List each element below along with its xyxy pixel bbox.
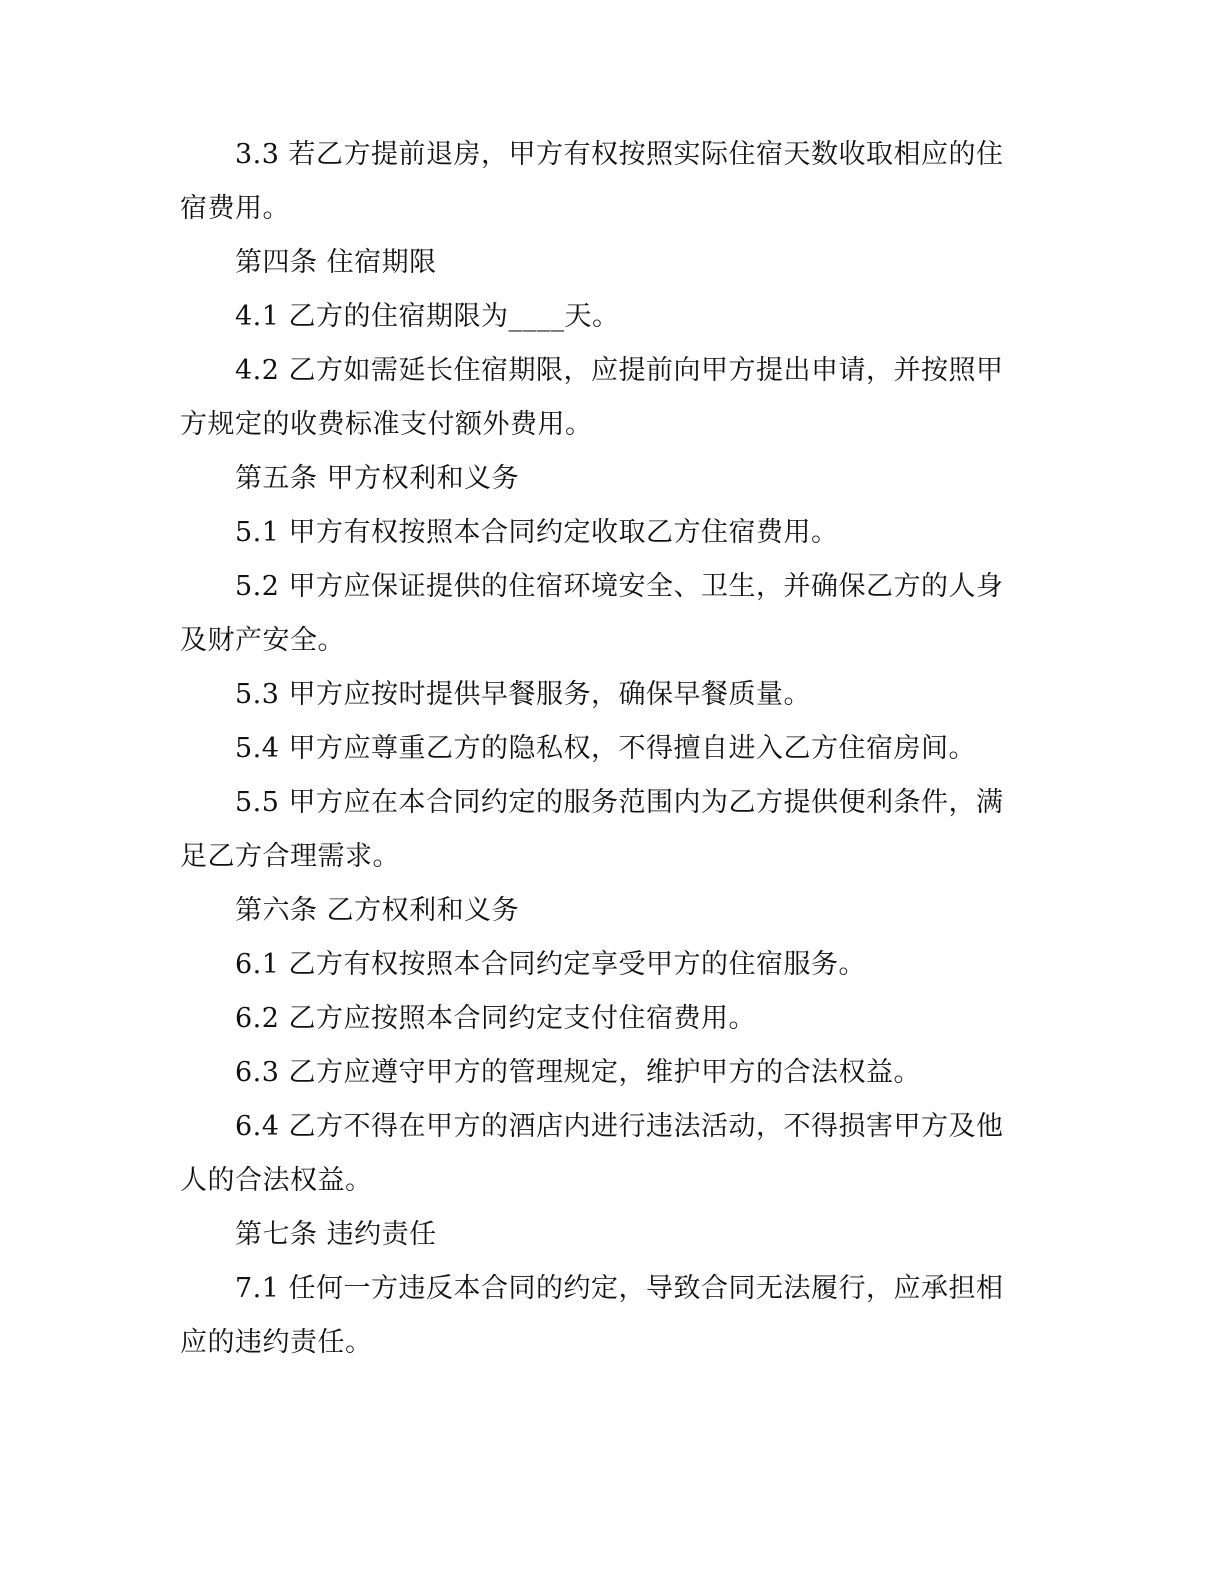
- clause-5-2: 5.2 甲方应保证提供的住宿环境安全、卫生，并确保乙方的人身及财产安全。: [180, 571, 1004, 656]
- clause-5-4: 5.4 甲方应尊重乙方的隐私权，不得擅自进入乙方住宿房间。: [235, 733, 977, 764]
- clause-6-2: 6.2 乙方应按照本合同约定支付住宿费用。: [235, 1003, 757, 1034]
- article-6-heading: 第六条 乙方权利和义务: [235, 895, 520, 926]
- clause-5-3: 5.3 甲方应按时提供早餐服务，确保早餐质量。: [235, 679, 812, 710]
- article-4-heading: 第四条 住宿期限: [235, 247, 437, 278]
- document-body: [180, 128, 1012, 1370]
- clause-5-1: 5.1 甲方有权按照本合同约定收取乙方住宿费用。: [235, 517, 839, 548]
- clause-4-2: 4.2 乙方如需延长住宿期限，应提前向甲方提出申请，并按照甲方规定的收费标准支付额外费用。: [180, 355, 1004, 440]
- clause-6-4: 6.4 乙方不得在甲方的酒店内进行违法活动，不得损害甲方及他人的合法权益。: [180, 1111, 1004, 1196]
- clause-5-5: 5.5 甲方应在本合同约定的服务范围内为乙方提供便利条件，满足乙方合理需求。: [180, 787, 1004, 872]
- clause-6-3: 6.3 乙方应遵守甲方的管理规定，维护甲方的合法权益。: [235, 1057, 922, 1088]
- clause-6-1: 6.1 乙方有权按照本合同约定享受甲方的住宿服务。: [235, 949, 867, 980]
- article-5-heading: 第五条 甲方权利和义务: [235, 463, 520, 494]
- clause-4-1: 4.1 乙方的住宿期限为____天。: [235, 301, 620, 332]
- clause-7-1: 7.1 任何一方违反本合同的约定，导致合同无法履行，应承担相应的违约责任。: [180, 1273, 1004, 1358]
- clause-3-3: 3.3 若乙方提前退房，甲方有权按照实际住宿天数收取相应的住宿费用。: [180, 139, 1004, 224]
- article-7-heading: 第七条 违约责任: [235, 1219, 437, 1250]
